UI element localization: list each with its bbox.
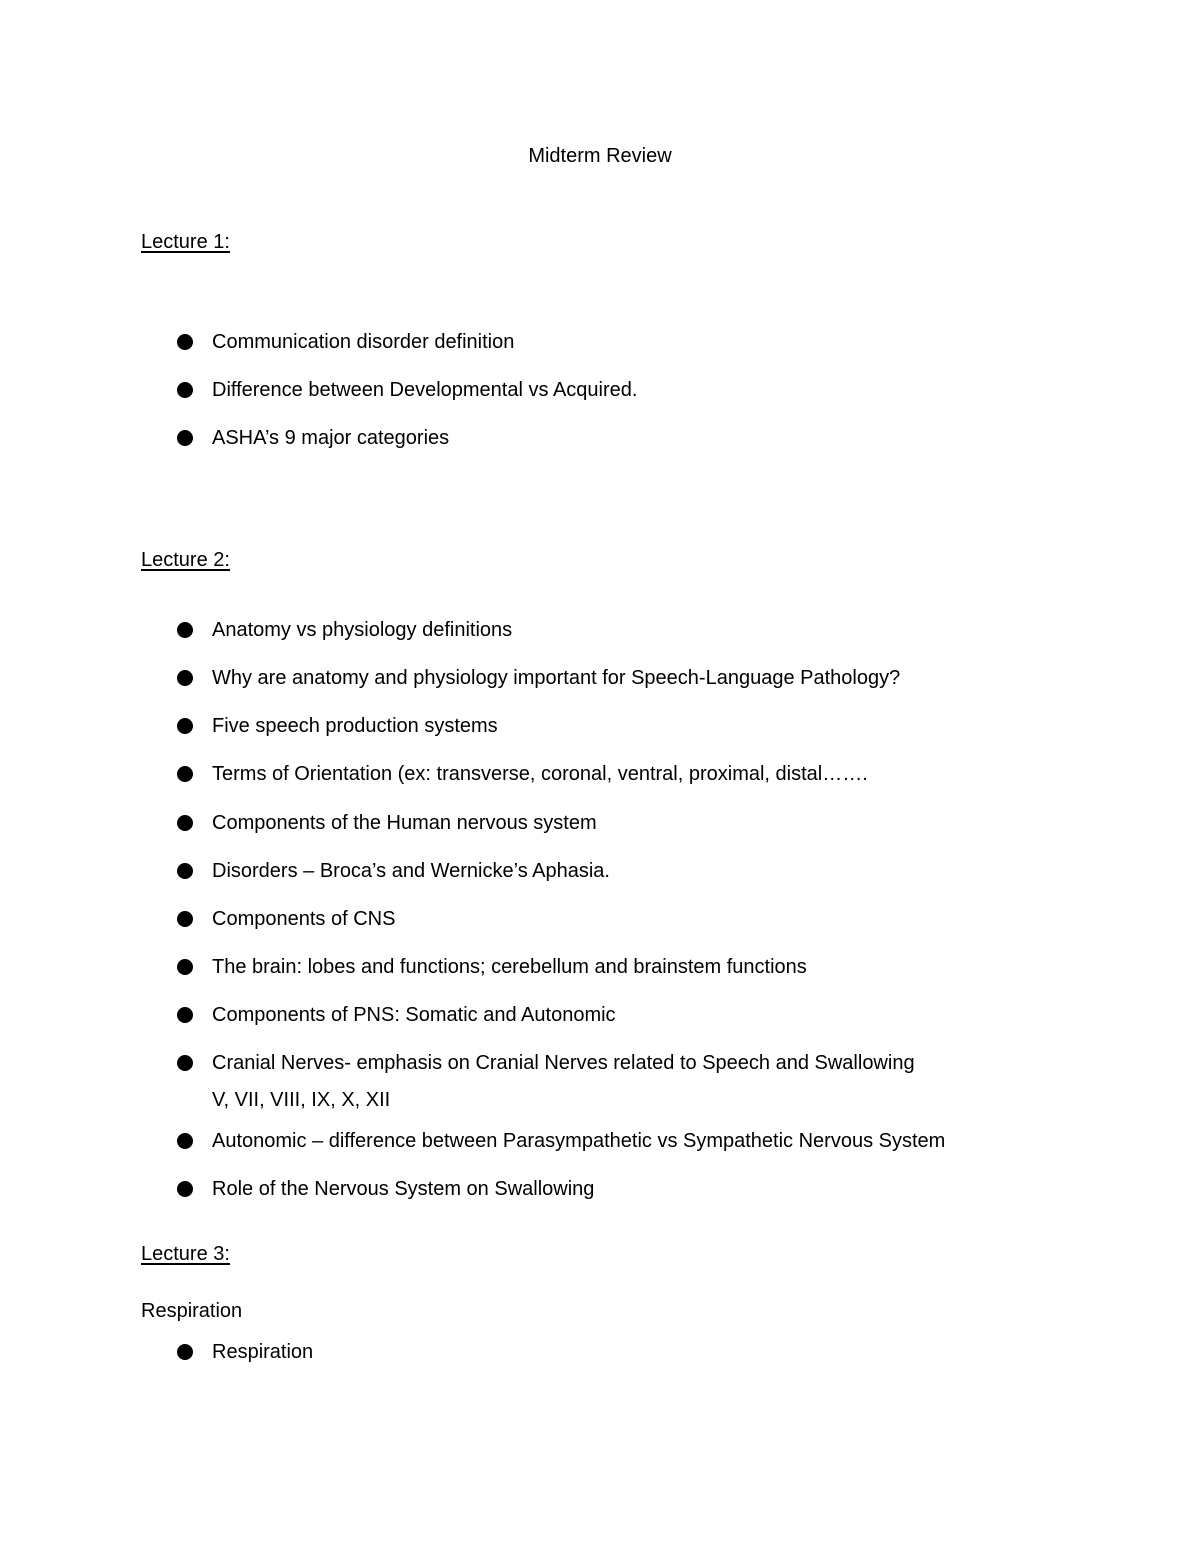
bullet-icon bbox=[177, 1133, 193, 1149]
list-item-text: Terms of Orientation (ex: transverse, coronal, ventral, proximal, distal……. bbox=[212, 763, 868, 785]
list-item-text: Disorders – Broca’s and Wernicke’s Aphasia. bbox=[212, 860, 610, 882]
list-item-text: Five speech production systems bbox=[212, 715, 498, 737]
lecture-2-heading: Lecture 2: bbox=[141, 549, 230, 571]
list-item-text: Difference between Developmental vs Acquired. bbox=[212, 379, 638, 401]
list-item-text: ASHA’s 9 major categories bbox=[212, 427, 450, 449]
bullet-icon bbox=[177, 1007, 193, 1023]
bullet-icon bbox=[177, 622, 193, 638]
bullet-icon bbox=[177, 334, 193, 350]
bullet-icon bbox=[177, 718, 193, 734]
bullet-icon bbox=[177, 1181, 193, 1197]
list-item-continuation: V, VII, VIII, IX, X, XII bbox=[212, 1089, 391, 1111]
bullet-icon bbox=[177, 1344, 193, 1360]
bullet-icon bbox=[177, 766, 193, 782]
list-item-text: Components of CNS bbox=[212, 908, 396, 930]
list-item-text: Role of the Nervous System on Swallowing bbox=[212, 1178, 595, 1200]
list-item-text: The brain: lobes and functions; cerebellum and brainstem functions bbox=[212, 956, 807, 978]
list-item-text: Autonomic – difference between Parasympathetic vs Sympathetic Nervous System bbox=[212, 1130, 946, 1152]
bullet-icon bbox=[177, 959, 193, 975]
lecture-1-heading: Lecture 1: bbox=[141, 231, 230, 253]
bullet-icon bbox=[177, 1055, 193, 1071]
list-item-text: Cranial Nerves- emphasis on Cranial Nerves related to Speech and Swallowing bbox=[212, 1052, 915, 1074]
list-item-text: Components of PNS: Somatic and Autonomic bbox=[212, 1004, 616, 1026]
lecture-3-heading: Lecture 3: bbox=[141, 1243, 230, 1265]
bullet-icon bbox=[177, 911, 193, 927]
bullet-icon bbox=[177, 670, 193, 686]
bullet-icon bbox=[177, 863, 193, 879]
page-title: Midterm Review bbox=[528, 145, 672, 167]
list-item-text: Respiration bbox=[212, 1341, 314, 1363]
respiration-subheading: Respiration bbox=[141, 1300, 243, 1322]
bullet-icon bbox=[177, 382, 193, 398]
list-item-text: Anatomy vs physiology definitions bbox=[212, 619, 513, 641]
bullet-icon bbox=[177, 815, 193, 831]
list-item-text: Why are anatomy and physiology important for Speech-Language Pathology? bbox=[212, 667, 901, 689]
list-item-text: Communication disorder definition bbox=[212, 331, 515, 353]
bullet-icon bbox=[177, 430, 193, 446]
list-item-text: Components of the Human nervous system bbox=[212, 812, 597, 834]
